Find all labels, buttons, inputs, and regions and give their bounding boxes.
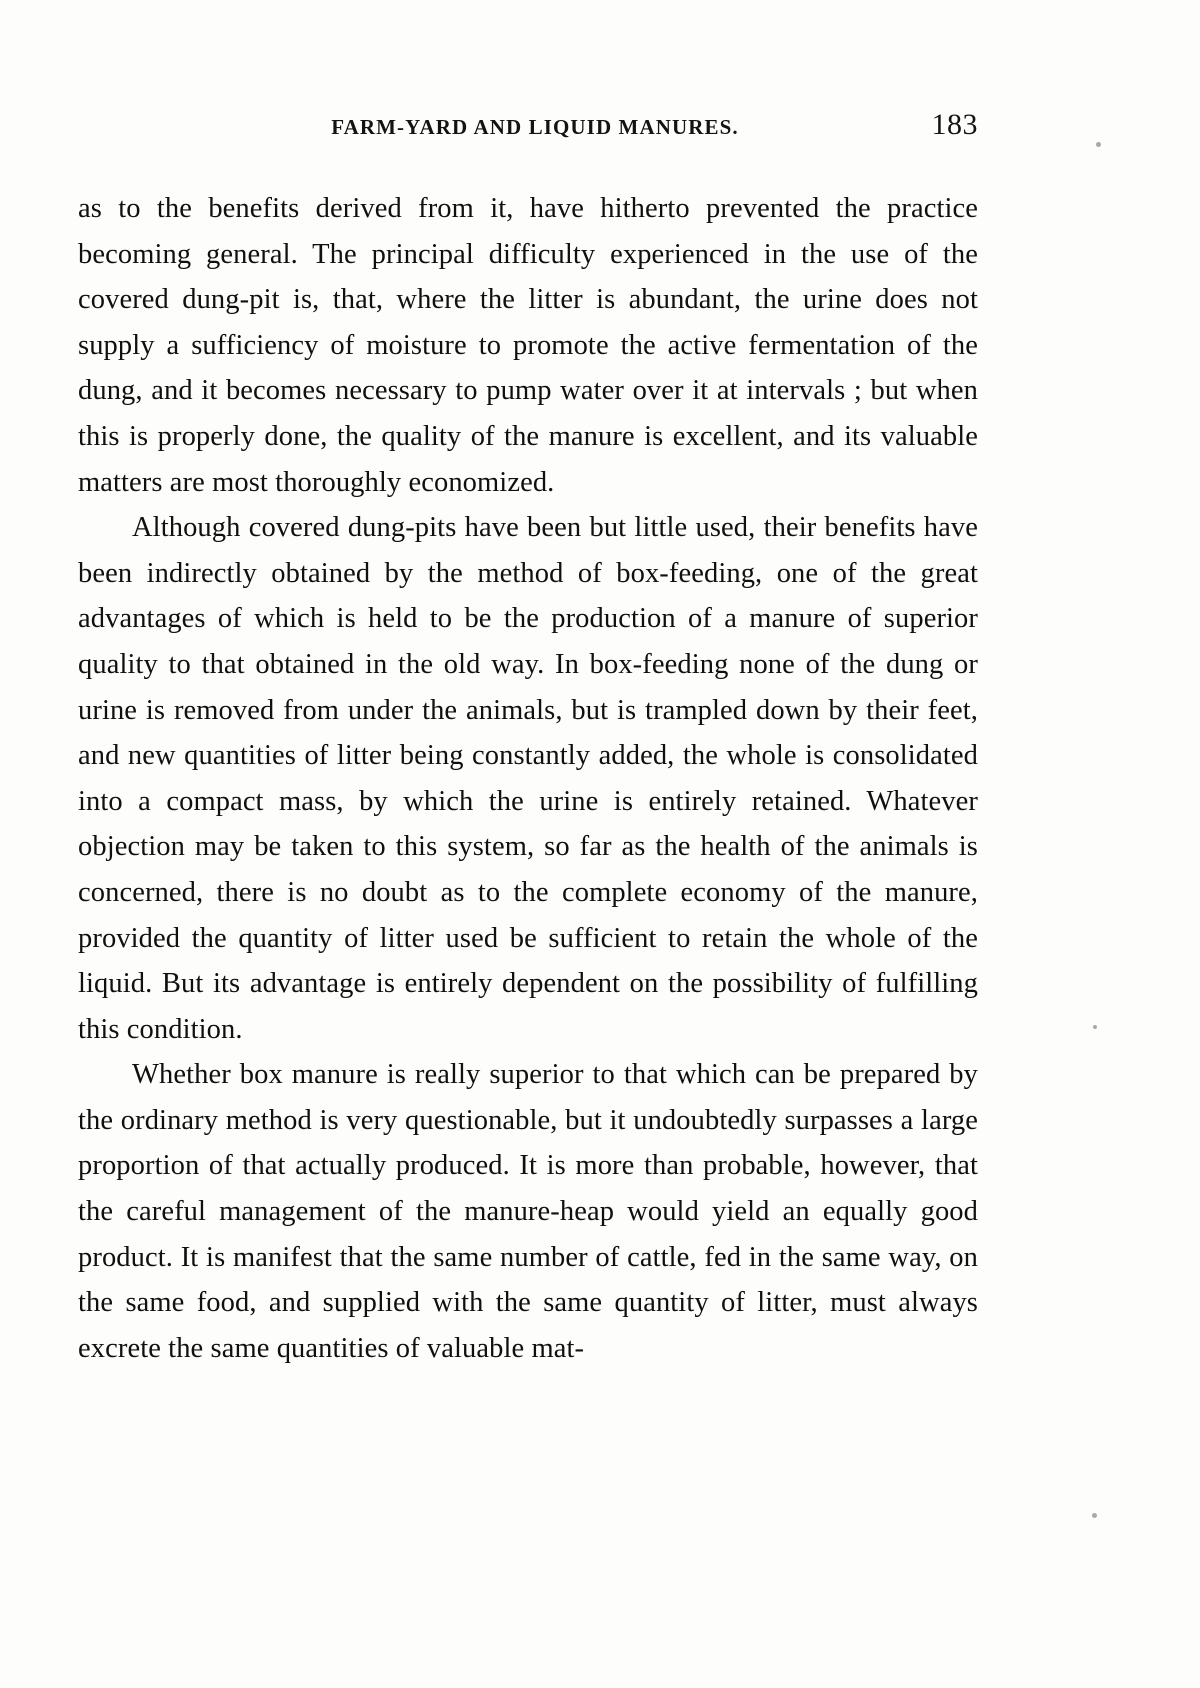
body-paragraph-1: as to the benefits derived from it, have hitherto prevented the practice becoming general. The principal difficulty experienced in the use of the covered dung-pit is, that, where the litter is abundant, the urine does not supply a sufficiency of moisture to promote the active fermentation of the dung, and it becomes necessary to pump water over it at intervals ; but when this is properly done, the quality of the manure is excellent, and its valuable matters are most thoroughly economized. [78, 193, 978, 498]
body-paragraph-2: Although covered dung-pits have been but little used, their benefits have been indirectly obtained by the method of box-feeding, one of the great advantages of which is held to be the production of a manure of superior quality to that obtained in the old way. In box-feeding none of the dung or urine is removed from under the animals, but is trampled down by their feet, and new quantities of litter being constantly added, the whole is consolidated into a compact mass, by which the urine is entirely retained. Whatever objection may be taken to this system, so far as the health of the animals is concerned, there is no doubt as to the complete economy of the manure, provided the quantity of litter used be sufficient to retain the whole of the liquid. But its advantage is entirely dependent on the possibility of fulfilling this condition. [78, 512, 978, 1045]
scan-speck [1096, 142, 1101, 147]
body-paragraph-3: Whether box manure is really superior to that which can be prepared by the ordinary method is very questionable, but it undoubtedly surpasses a large proportion of that actually produced. It is more than probable, however, that the careful management of the manure-heap would yield an equally good product. It is manifest that the same number of cattle, fed in the same way, on the same food, and supplied with the same quantity of litter, must always excrete the same quantities of valuable mat- [78, 1059, 978, 1364]
scan-speck [1092, 1513, 1097, 1518]
running-head: FARM-YARD AND LIQUID MANURES. [331, 115, 739, 139]
page-number: 183 [931, 108, 978, 141]
scan-speck [1093, 1025, 1097, 1029]
page-header [78, 108, 978, 142]
page-content [78, 108, 978, 1371]
